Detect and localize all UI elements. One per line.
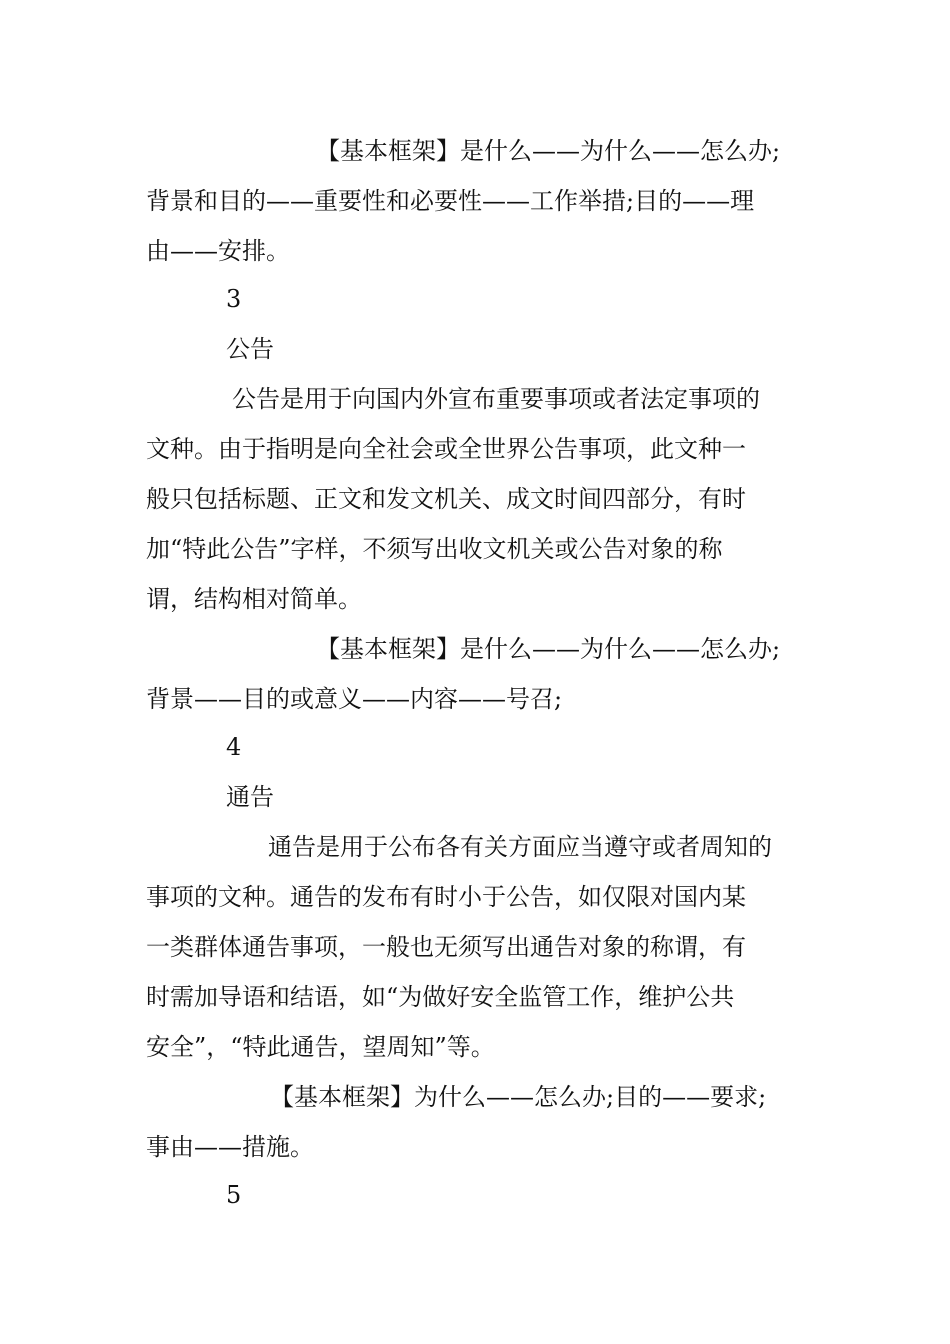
- text-line: 一类群体通告事项，一般也无须写出通告对象的称谓，有: [146, 933, 746, 961]
- text-line: 事由——措施。: [146, 1133, 314, 1161]
- section-title: 公告: [226, 335, 274, 363]
- text-line: 【基本框架】为什么——怎么办;目的——要求;: [270, 1083, 767, 1111]
- text-line: 背景——目的或意义——内容——号召;: [146, 685, 563, 713]
- text-line: 【基本框架】是什么——为什么——怎么办;: [316, 137, 781, 165]
- text-line: 事项的文种。通告的发布有时小于公告，如仅限对国内某: [146, 883, 746, 911]
- section-number: 3: [226, 285, 242, 313]
- text-line: 文种。由于指明是向全社会或全世界公告事项，此文种一: [146, 435, 746, 463]
- framework-paragraph: [146, 126, 806, 276]
- text-line: 通告是用于公布各有关方面应当遵守或者周知的: [268, 833, 772, 861]
- text-line: 时需加导语和结语，如“为做好安全监管工作，维护公共: [146, 983, 735, 1011]
- text-line: 般只包括标题、正文和发文机关、成文时间四部分，有时: [146, 485, 746, 513]
- text-line: 公告是用于向国内外宣布重要事项或者法定事项的: [232, 385, 760, 413]
- body-paragraph: [146, 374, 806, 624]
- text-line: 由——安排。: [146, 237, 290, 265]
- text-line: 安全”，“特此通告，望周知”等。: [146, 1033, 495, 1061]
- section-number: 4: [226, 733, 242, 761]
- text-line: 谓，结构相对简单。: [146, 585, 362, 613]
- text-line: 加“特此公告”字样，不须写出收文机关或公告对象的称: [146, 535, 723, 563]
- framework-paragraph: [146, 624, 806, 724]
- section-number: 5: [226, 1181, 242, 1209]
- text-line: 【基本框架】是什么——为什么——怎么办;: [316, 635, 781, 663]
- text-line: 背景和目的——重要性和必要性——工作举措;目的——理: [146, 187, 755, 215]
- framework-paragraph: [146, 1072, 806, 1172]
- body-paragraph: [146, 822, 806, 1072]
- section-title: 通告: [226, 783, 274, 811]
